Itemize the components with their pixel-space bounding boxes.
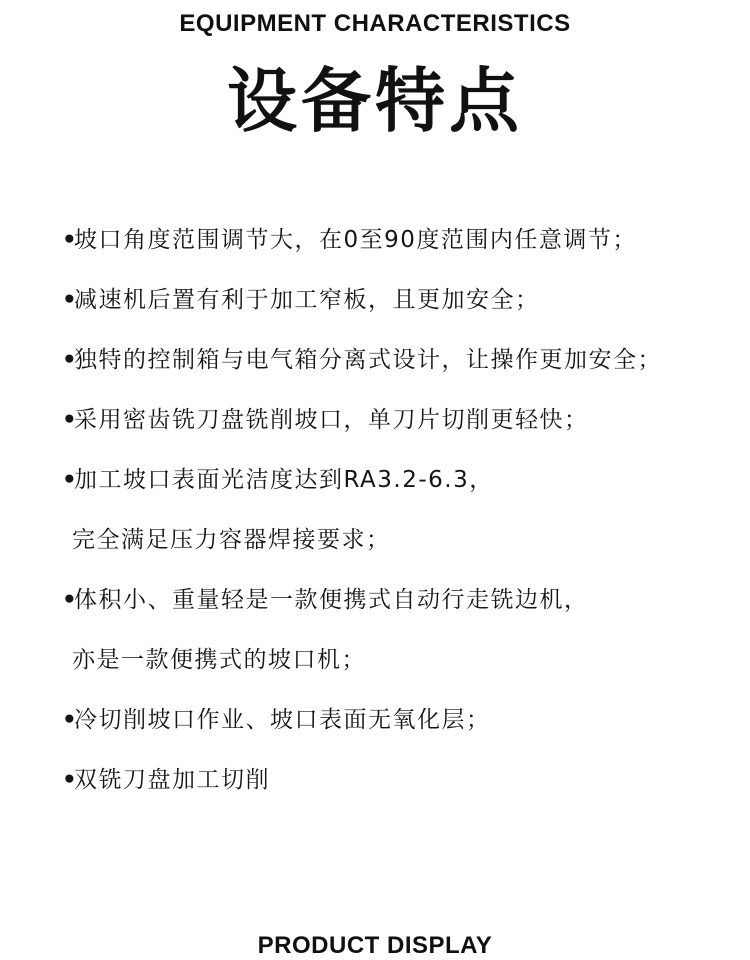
feature-item [62,402,742,462]
feature-text: 体积小、重量轻是一款便携式自动行走铣边机， [74,587,589,613]
feature-text: 减速机后置有利于加工窄板，且更加安全； [74,287,540,313]
feature-item [62,702,742,762]
feature-item [62,222,742,282]
english-heading: EQUIPMENT CHARACTERISTICS [179,10,571,37]
next-section-heading: PRODUCT DISPLAY [257,932,493,959]
feature-item [62,282,742,342]
feature-text: 完全满足压力容器焊接要求； [72,527,391,553]
feature-text: 冷切削坡口作业、坡口表面无氧化层； [74,707,491,733]
feature-item [62,342,742,402]
feature-text: 亦是一款便携式的坡口机； [72,647,366,673]
feature-text: 加工坡口表面光洁度达到RA3.2-6.3， [74,467,494,493]
feature-item [62,582,742,642]
bullet-icon: • [62,467,79,493]
bullet-icon: • [62,587,79,613]
feature-item-continuation [62,522,742,582]
bullet-icon: • [62,347,79,373]
bullet-icon: • [62,227,79,253]
feature-item [62,462,742,522]
feature-item [62,762,742,822]
feature-list [62,222,742,822]
bullet-icon: • [62,707,79,733]
feature-text: 双铣刀盘加工切削 [74,767,270,793]
bullet-icon: • [62,287,79,313]
feature-text: 采用密齿铣刀盘铣削坡口，单刀片切削更轻快； [74,407,589,433]
feature-item-continuation [62,642,742,702]
bullet-icon: • [62,407,79,433]
feature-text: 独特的控制箱与电气箱分离式设计，让操作更加安全； [74,347,662,373]
bullet-icon: • [62,767,79,793]
chinese-heading: 设备特点 [227,60,523,142]
feature-text: 坡口角度范围调节大，在0至90度范围内任意调节； [74,227,637,253]
